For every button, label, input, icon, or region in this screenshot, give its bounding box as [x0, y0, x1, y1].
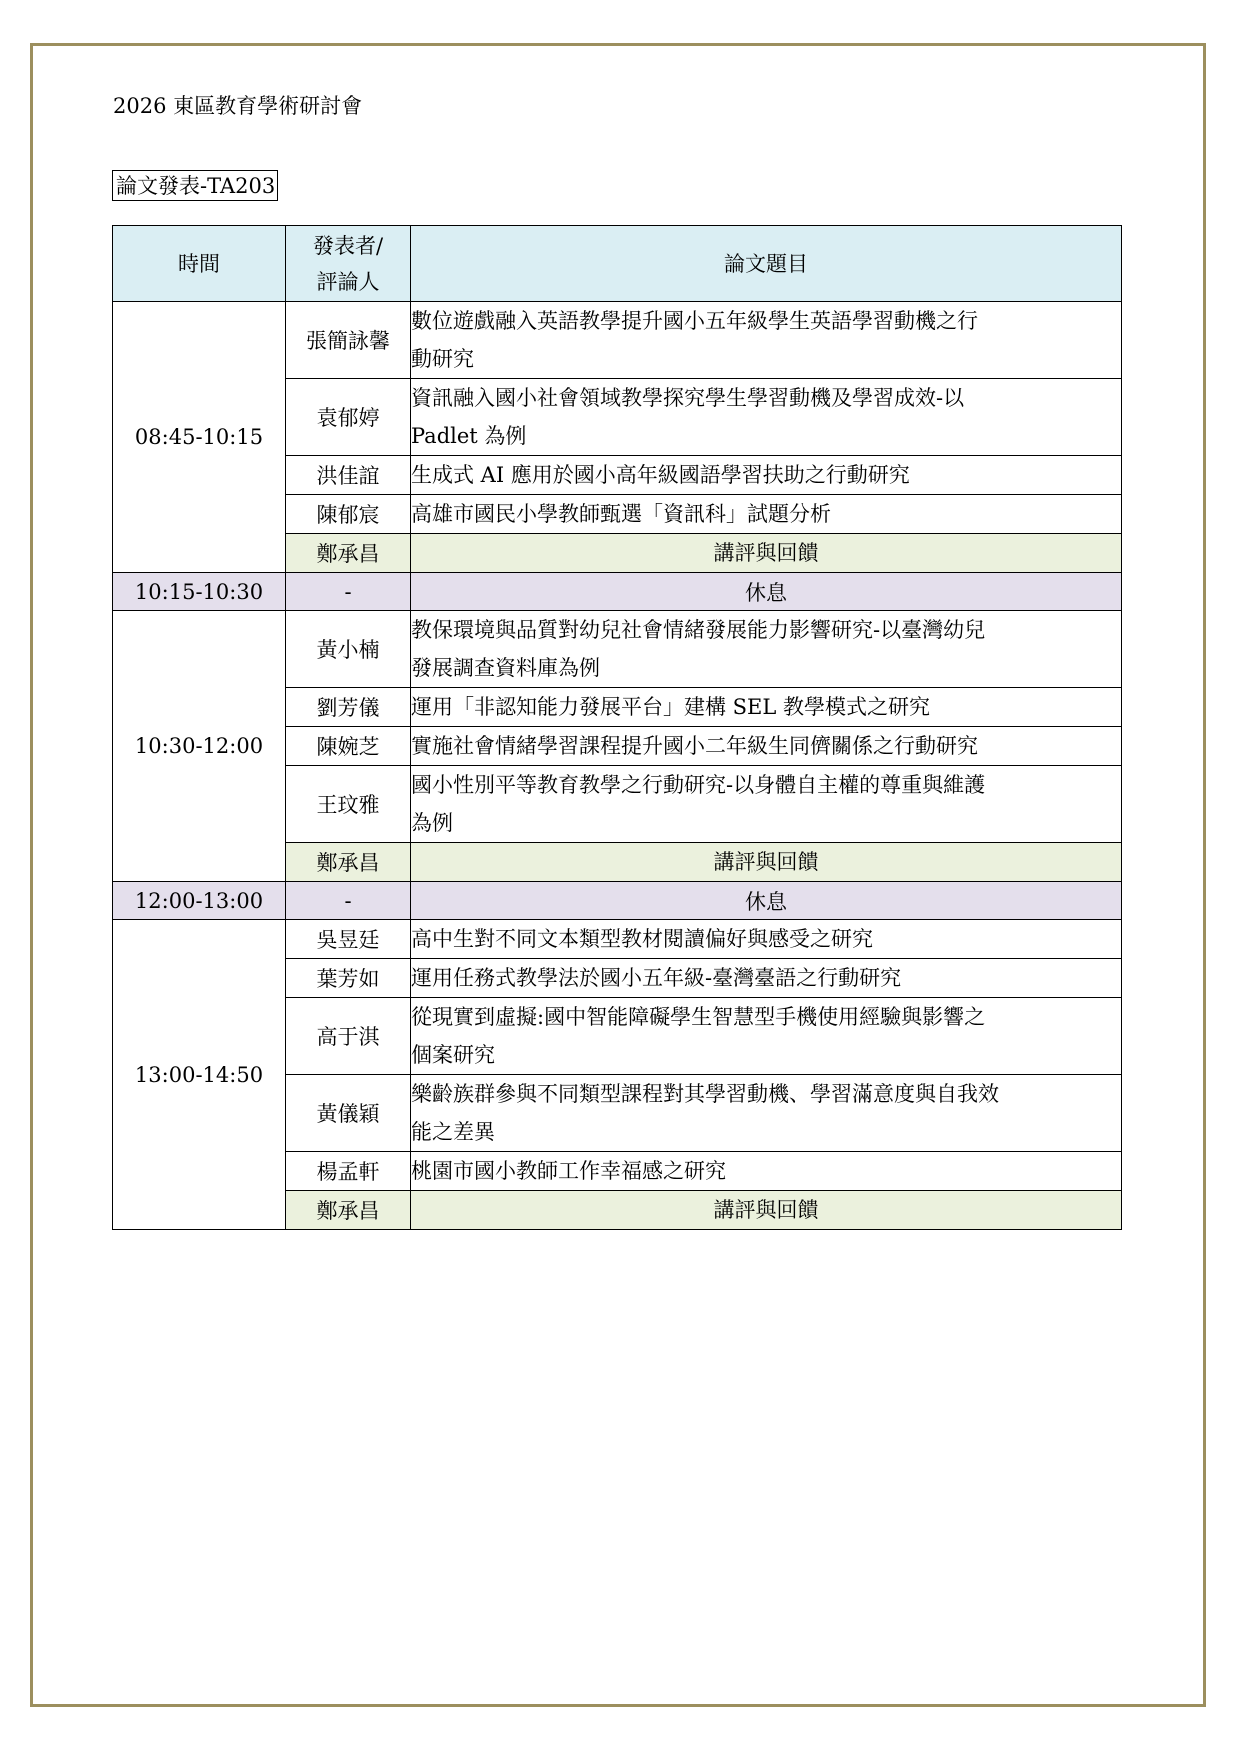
- paper-title: 運用「非認知能力發展平台」建構 SEL 教學模式之研究: [411, 688, 1122, 727]
- break-time: 10:15-10:30: [113, 573, 286, 611]
- paper-title-line1: 樂齡族群參與不同類型課程對其學習動機、學習滿意度與自我效: [411, 1082, 999, 1106]
- presenter-header-line2: 評論人: [316, 269, 380, 294]
- presenter-name: 劉芳儀: [286, 688, 411, 727]
- paper-title-line2: 個案研究: [411, 1043, 495, 1067]
- break-time: 12:00-13:00: [113, 882, 286, 920]
- paper-title-line2: 動研究: [411, 347, 474, 371]
- column-header-time: 時間: [113, 226, 286, 302]
- paper-title: 桃園市國小教師工作幸福感之研究: [411, 1152, 1122, 1191]
- table-row: [113, 302, 1122, 379]
- presenter-name: 黃小楠: [286, 611, 411, 688]
- paper-title-line1: 教保環境與品質對幼兒社會情緒發展能力影響研究-以臺灣幼兒: [411, 618, 986, 642]
- paper-title: 高雄市國民小學教師甄選「資訊科」試題分析: [411, 495, 1122, 534]
- paper-title-line2: Padlet 為例: [411, 424, 527, 448]
- paper-title-line2: 發展調查資料庫為例: [411, 656, 600, 680]
- reviewer-name: 鄭承昌: [286, 534, 411, 573]
- time-slot: 10:30-12:00: [113, 611, 286, 882]
- review-label: 講評與回饋: [411, 843, 1122, 882]
- break-row: [113, 882, 1122, 920]
- presenter-name: 袁郁婷: [286, 379, 411, 456]
- paper-title: [411, 611, 1122, 688]
- document-header: 2026 東區教育學術研討會: [113, 94, 363, 118]
- paper-title-line1: 數位遊戲融入英語教學提升國小五年級學生英語學習動機之行: [411, 309, 978, 333]
- paper-title: 生成式 AI 應用於國小高年級國語學習扶助之行動研究: [411, 456, 1122, 495]
- presenter-name: 黃儀穎: [286, 1075, 411, 1152]
- paper-title-line2: 為例: [411, 811, 453, 835]
- table-row: [113, 920, 1122, 959]
- paper-title: 實施社會情緒學習課程提升國小二年級生同儕關係之行動研究: [411, 727, 1122, 766]
- column-header-topic: 論文題目: [411, 226, 1122, 302]
- paper-title-line2: 能之差異: [411, 1120, 495, 1144]
- paper-title: [411, 302, 1122, 379]
- session-label: 論文發表-TA203: [112, 170, 278, 201]
- paper-title: [411, 998, 1122, 1075]
- table-header-row: [113, 226, 1122, 302]
- paper-title-line1: 國小性別平等教育教學之行動研究-以身體自主權的尊重與維護: [411, 773, 986, 797]
- presenter-name: 葉芳如: [286, 959, 411, 998]
- reviewer-name: 鄭承昌: [286, 843, 411, 882]
- paper-title: 運用任務式教學法於國小五年級-臺灣臺語之行動研究: [411, 959, 1122, 998]
- presenter-name: 張簡詠馨: [286, 302, 411, 379]
- review-label: 講評與回饋: [411, 534, 1122, 573]
- paper-title-line1: 從現實到虛擬:國中智能障礙學生智慧型手機使用經驗與影響之: [411, 1005, 986, 1029]
- break-presenter: -: [286, 573, 411, 611]
- break-row: [113, 573, 1122, 611]
- reviewer-name: 鄭承昌: [286, 1191, 411, 1230]
- paper-title: [411, 766, 1122, 843]
- presenter-name: 楊孟軒: [286, 1152, 411, 1191]
- paper-title: [411, 1075, 1122, 1152]
- presenter-name: 吳昱廷: [286, 920, 411, 959]
- review-label: 講評與回饋: [411, 1191, 1122, 1230]
- paper-title: 高中生對不同文本類型教材閱讀偏好與感受之研究: [411, 920, 1122, 959]
- break-presenter: -: [286, 882, 411, 920]
- paper-title-line1: 資訊融入國小社會領域教學探究學生學習動機及學習成效-以: [411, 386, 965, 410]
- table-row: [113, 611, 1122, 688]
- presenter-name: 陳郁宸: [286, 495, 411, 534]
- presenter-header-line1: 發表者/: [312, 233, 384, 258]
- presenter-name: 陳婉芝: [286, 727, 411, 766]
- presenter-name: 洪佳誼: [286, 456, 411, 495]
- presenter-name: 王玟雅: [286, 766, 411, 843]
- time-slot: 13:00-14:50: [113, 920, 286, 1230]
- time-slot: 08:45-10:15: [113, 302, 286, 573]
- presenter-name: 高于淇: [286, 998, 411, 1075]
- schedule-table: [112, 225, 1122, 1230]
- column-header-presenter: [286, 226, 411, 302]
- break-label: 休息: [411, 573, 1122, 611]
- break-label: 休息: [411, 882, 1122, 920]
- paper-title: [411, 379, 1122, 456]
